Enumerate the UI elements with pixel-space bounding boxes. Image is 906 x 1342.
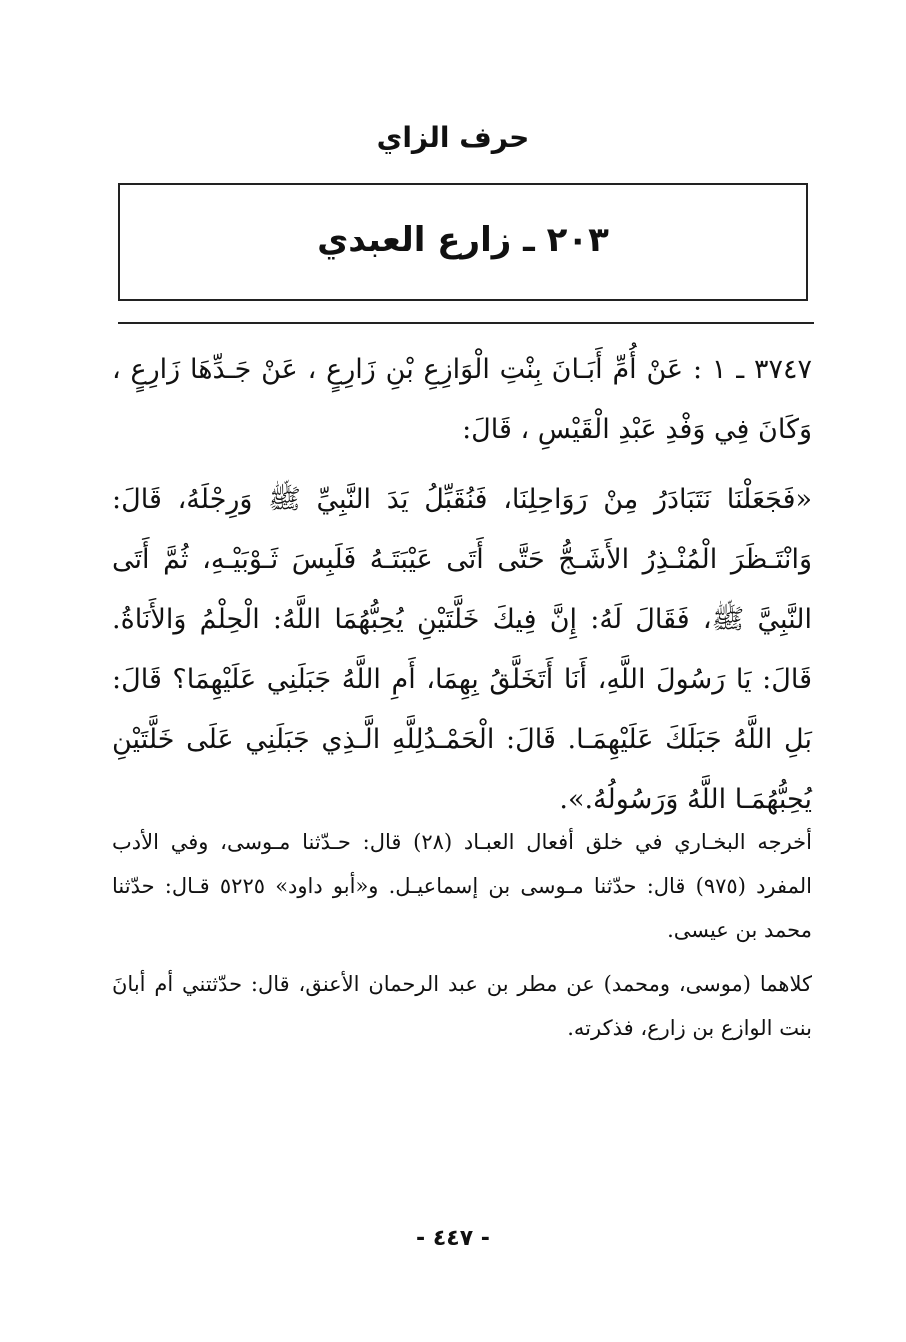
- chapter-title-box: [118, 183, 808, 301]
- horizontal-rule: [118, 322, 814, 324]
- chapter-title: ٢٠٣ ـ زارع العبدي: [317, 220, 609, 260]
- takhrij-paragraph: أخرجه البخـاري في خلق أفعال العبـاد (٢٨) قال: حـدّثنا مـوسى، وفي الأدب المفرد (٩٧٥) قال: حدّثنا مـوسى بن إسماعيـل. و«أبو داود» ٥٢٢٥ قـال: حدّثنا محمد بن عيسى.: [112, 830, 813, 942]
- hadith-chain: ٣٧٤٧ ـ ١ : عَنْ أُمِّ أَبَـانَ بِنْتِ الْوَازِعِ بْنِ زَارِعٍ ، عَنْ جَـدِّهَا زَارِعٍ ، وَكَانَ فِي وَفْدِ عَبْدِ الْقَيْسِ ، قَالَ:: [112, 354, 813, 445]
- takhrij-paragraph-2: كلاهما (موسى، ومحمد) عن مطر بن عبد الرحمان الأعنق، قال: حدّثتني أم أبانَ بنت الوازع بن زارع، فذكرته.: [112, 972, 812, 1040]
- section-title: حرف الزاي: [376, 121, 530, 154]
- page-number: - ٤٤٧ -: [416, 1226, 490, 1251]
- hadith-text: «فَجَعَلْنَا نَتَبَادَرُ مِنْ رَوَاحِلِنَا، فَنُقَبِّلُ يَدَ النَّبِيِّ ﷺ وَرِجْلَهُ، قَالَ: وَانْتَـظَرَ الْمُنْـذِرُ الأَشَـجُّ حَتَّى أَتَى عَيْبَتَـهُ فَلَبِسَ ثَـوْبَيْـهِ، ثُمَّ أَتَى النَّبِيَّ ﷺ، فَقَالَ لَهُ: إِنَّ فِيكَ خَلَّتَيْنِ يُحِبُّهُمَا اللَّهُ: الْحِلْمُ وَالأَنَاةُ. قَالَ: يَا رَسُولَ اللَّهِ، أَنَا أَتَخَلَّقُ بِهِمَا، أَمِ اللَّهُ جَبَلَنِي عَلَيْهِمَا؟ قَالَ: بَلِ اللَّهُ جَبَلَكَ عَلَيْهِمَـا. قَالَ: الْحَمْـدُلِلَّهِ الَّـذِي جَبَلَنِي عَلَى خَلَّتَيْنِ يُحِبُّهُمَـا اللَّهُ وَرَسُولُهُ.».: [112, 484, 812, 815]
